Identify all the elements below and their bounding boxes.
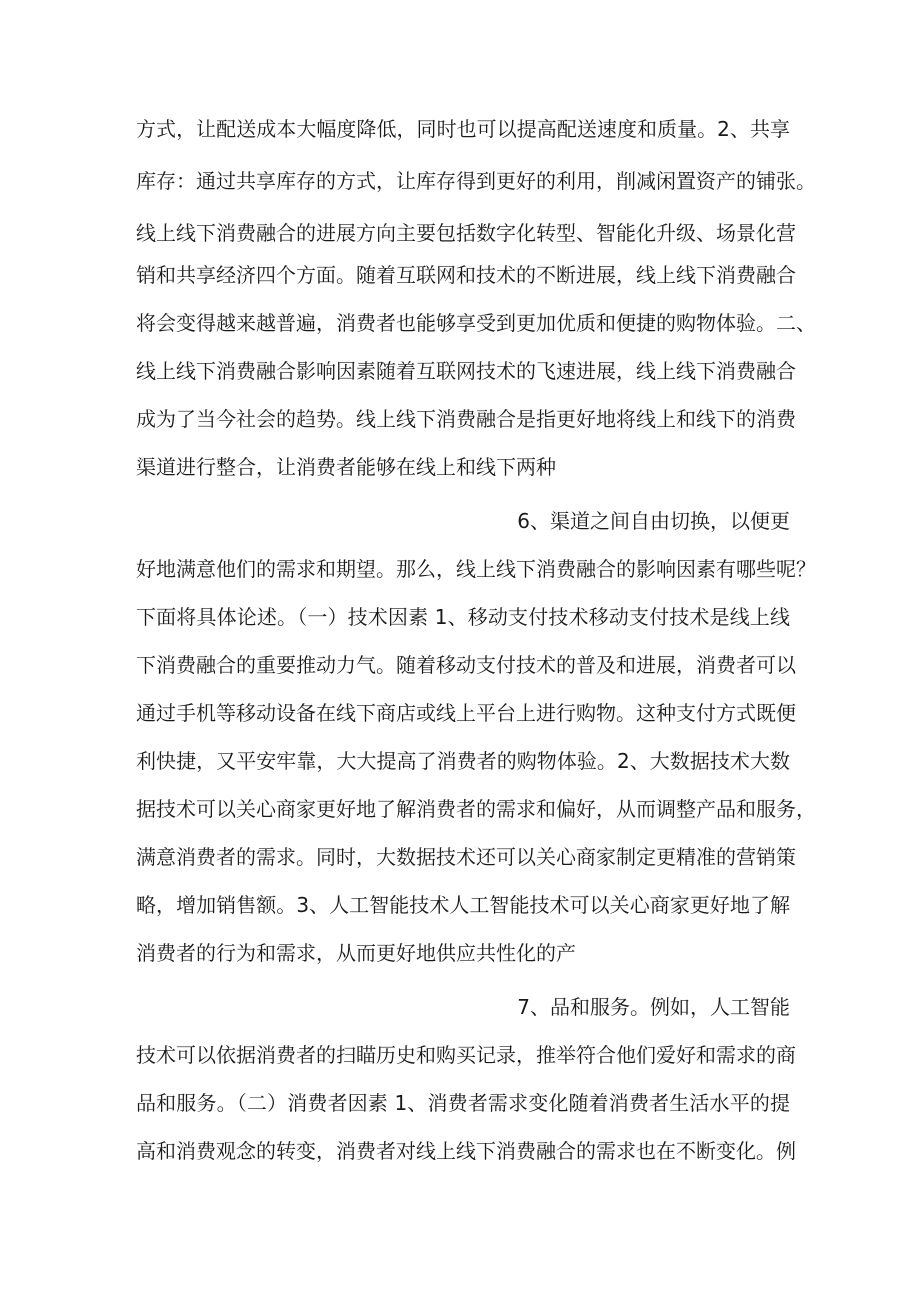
text-line: 将会变得越来越普遍，消费者也能够享受到更加优质和便捷的购物体验。二、	[136, 311, 816, 335]
text-line: 满意消费者的需求。同时，大数据技术还可以关心商家制定更精准的营销策	[136, 845, 796, 869]
text-line: 下消费融合的重要推动力气。随着移动支付技术的普及和进展，消费者可以	[136, 653, 796, 677]
text-line: 消费者的行为和需求，从而更好地供应共性化的产	[136, 941, 576, 965]
text-line: 通过手机等移动设备在线下商店或线上平台上进行购物。这种支付方式既便	[136, 701, 796, 725]
text-line: 利快捷，又平安牢靠，大大提高了消费者的购物体验。2、大数据技术大数	[136, 749, 790, 773]
text-line: 成为了当今社会的趋势。线上线下消费融合是指更好地将线上和线下的消费	[136, 407, 796, 431]
page-break-line: 6、渠道之间自由切换，以便更	[517, 509, 790, 533]
text-line: 据技术可以关心商家更好地了解消费者的需求和偏好，从而调整产品和服务，	[136, 797, 816, 821]
text-line: 方式，让配送成本大幅度降低，同时也可以提高配送速度和质量。2、共享	[136, 117, 790, 141]
text-line: 渠道进行整合，让消费者能够在线上和线下两种	[136, 455, 556, 479]
text-line: 库存：通过共享库存的方式，让库存得到更好的利用，削减闲置资产的铺张。	[136, 169, 816, 193]
text-line: 好地满意他们的需求和期望。那么，线上线下消费融合的影响因素有哪些呢？	[136, 557, 816, 581]
text-line: 高和消费观念的转变，消费者对线上线下消费融合的需求也在不断变化。例	[136, 1139, 796, 1163]
text-line: 下面将具体论述。（一）技术因素 1、移动支付技术移动支付技术是线上线	[136, 605, 790, 629]
text-line: 品和服务。（二）消费者因素 1、消费者需求变化随着消费者生活水平的提	[136, 1091, 790, 1115]
text-line: 技术可以依据消费者的扫瞄历史和购买记录，推举符合他们爱好和需求的商	[136, 1043, 796, 1067]
text-line: 线上线下消费融合影响因素随着互联网技术的飞速进展，线上线下消费融合	[136, 359, 796, 383]
text-line: 略，增加销售额。3、人工智能技术人工智能技术可以关心商家更好地了解	[136, 893, 790, 917]
page-break-line: 7、品和服务。例如，人工智能	[517, 995, 790, 1019]
text-line: 线上线下消费融合的进展方向主要包括数字化转型、智能化升级、场景化营	[136, 221, 796, 245]
text-line: 销和共享经济四个方面。随着互联网和技术的不断进展，线上线下消费融合	[136, 263, 796, 287]
